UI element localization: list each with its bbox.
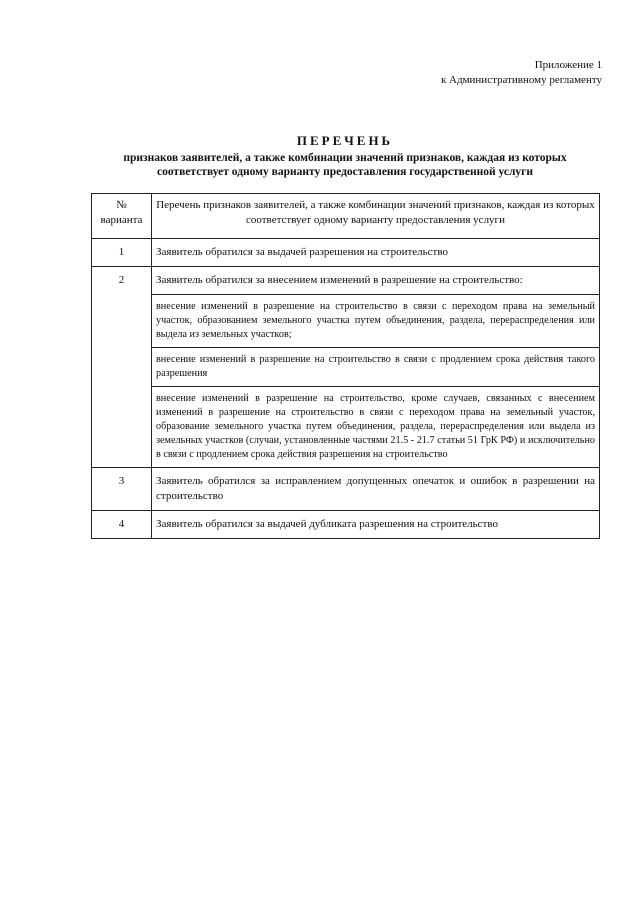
header-criteria: Перечень признаков заявителей, а также комбинации значений признаков, каждая из которых соответствует одному варианту предоставления услуги	[152, 194, 600, 239]
variant-number: 1	[92, 239, 152, 267]
variant-description: Заявитель обратился за выдачей дубликата разрешения на строительство	[152, 511, 600, 539]
table-row	[92, 239, 600, 267]
variants-table	[91, 193, 600, 539]
table-row	[92, 468, 600, 511]
title-main: ПЕРЕЧЕНЬ	[296, 133, 394, 148]
appendix-header	[441, 58, 602, 88]
table-row	[92, 511, 600, 539]
variant-number: 4	[92, 511, 152, 539]
header-num-symbol: №	[116, 199, 127, 211]
header-num-label: варианта	[100, 214, 143, 226]
table-subrow	[92, 348, 600, 387]
appendix-line-2: к Административному регламенту	[440, 74, 602, 86]
title-subtitle-line-1: признаков заявителей, а также комбинации значений признаков, каждая из которых	[123, 152, 567, 164]
appendix-line-1: Приложение 1	[534, 59, 602, 71]
title-subtitle-line-2: соответствует одному варианту предоставления государственной услуги	[156, 166, 534, 178]
variant-description: Заявитель обратился за выдачей разрешения на строительство	[152, 239, 600, 267]
table-subrow	[92, 295, 600, 348]
variant-number: 2	[92, 267, 152, 468]
variant-description: Заявитель обратился за внесением изменений в разрешение на строительство:	[152, 267, 600, 295]
variant-description: Заявитель обратился за исправлением допущенных опечаток и ошибок в разрешении на строительство	[152, 468, 600, 511]
table-subrow	[92, 387, 600, 468]
variant-subitem: внесение изменений в разрешение на строительство в связи с продлением срока действия такого разрешения	[152, 348, 600, 387]
variant-subitem: внесение изменений в разрешение на строительство в связи с переходом права на земельный участок, образованием земельного участка путем объединения, раздела, перераспределения или выдела из земельных участков;	[152, 295, 600, 348]
table-row	[92, 267, 600, 295]
header-variant-number	[92, 194, 152, 239]
variant-subitem: внесение изменений в разрешение на строительство, кроме случаев, связанных с внесением изменений в разрешение на строительство в связи с переходом права на земельный участок, образование земельного участка путем объединения, раздела, перераспределения или выдела из земельных участков (случаи, установленные частями 21.5 - 21.7 статьи 51 ГрК РФ) и исключительно в связи с продлением срока действия разрешения на строительство	[152, 387, 600, 468]
variant-number: 3	[92, 468, 152, 511]
document-title	[90, 133, 600, 179]
table-header-row	[92, 194, 600, 239]
